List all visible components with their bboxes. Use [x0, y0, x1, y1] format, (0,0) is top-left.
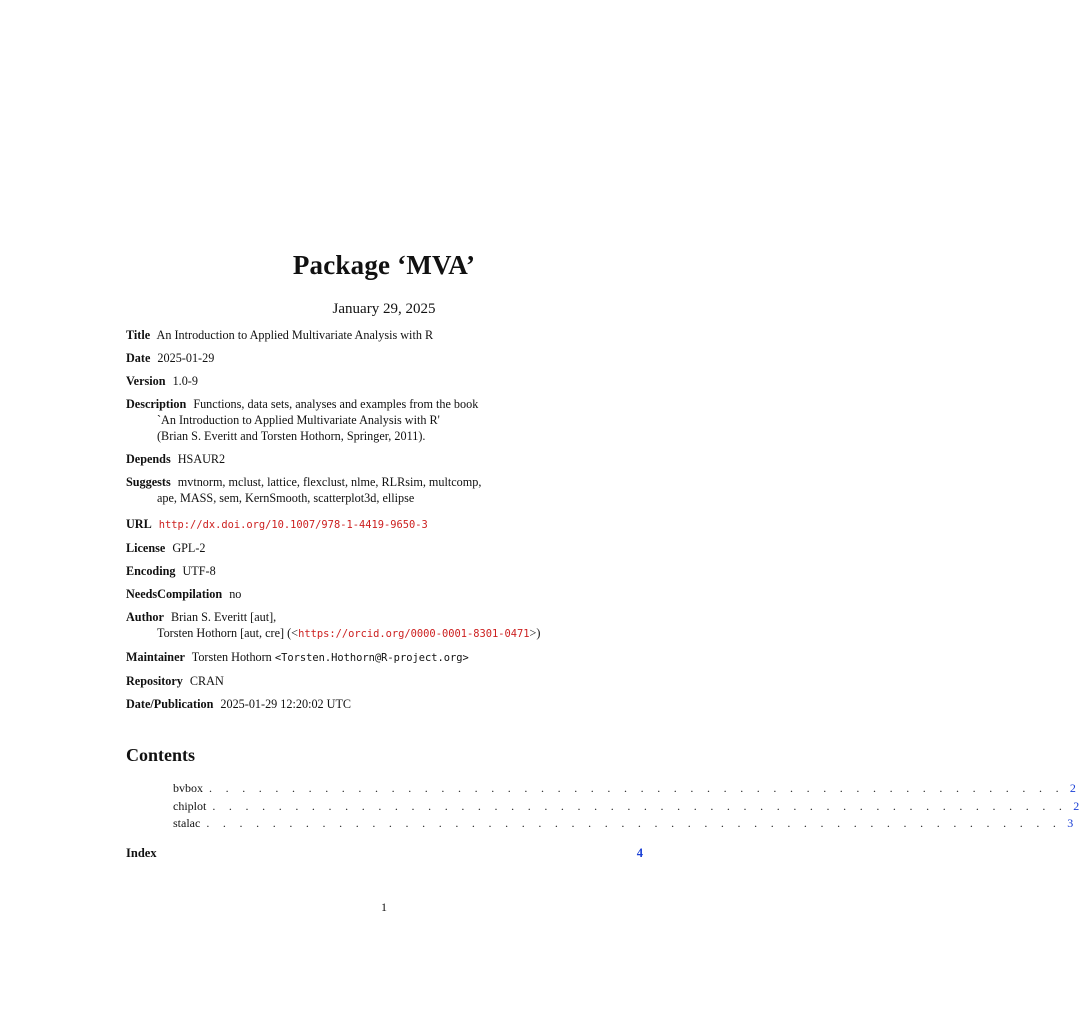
field-value: mvtnorm, mclust, lattice, flexclust, nlme, RLRsim, multcomp,	[177, 475, 482, 489]
field-value: Brian S. Everitt [aut],	[170, 610, 277, 624]
toc-entry-name: stalac	[173, 816, 201, 830]
field-repository	[126, 673, 646, 689]
toc-entry-bvbox[interactable]	[173, 781, 1076, 799]
index-label: Index	[126, 846, 157, 860]
field-value: UTF-8	[182, 564, 216, 578]
author-text: Torsten Hothorn [aut, cre] (<	[157, 626, 299, 640]
maintainer-name: Torsten Hothorn	[191, 650, 272, 664]
field-key: License	[126, 541, 166, 555]
field-url	[126, 516, 646, 533]
field-key: Version	[126, 374, 166, 388]
field-value-continuation	[126, 625, 646, 642]
field-author	[126, 609, 646, 642]
field-key: Title	[126, 328, 151, 342]
field-value-continuation: ape, MASS, sem, KernSmooth, scatterplot3d, ellipse	[157, 491, 415, 505]
field-key: NeedsCompilation	[126, 587, 223, 601]
field-key: Date/Publication	[126, 697, 214, 711]
field-value: 2025-01-29	[157, 351, 215, 365]
toc-entry-name: bvbox	[173, 781, 203, 795]
field-key: Maintainer	[126, 650, 185, 664]
field-date	[126, 350, 646, 366]
toc-page-link[interactable]: 2	[1069, 781, 1076, 795]
field-version	[126, 373, 646, 389]
field-key: Repository	[126, 674, 183, 688]
document-date: January 29, 2025	[332, 301, 436, 317]
table-of-contents	[173, 781, 1079, 834]
field-value: GPL-2	[172, 541, 206, 555]
author-text: >)	[529, 626, 541, 640]
package-title: Package ‘MVA’	[292, 250, 476, 280]
field-value: HSAUR2	[177, 452, 226, 466]
field-key: Author	[126, 610, 164, 624]
field-value: no	[229, 587, 242, 601]
field-key: Encoding	[126, 564, 176, 578]
field-needs-compilation	[126, 586, 646, 602]
field-value: 1.0-9	[172, 374, 198, 388]
field-key: URL	[126, 517, 152, 531]
field-publication	[126, 696, 646, 712]
maintainer-email: <Torsten.Hothorn@R-project.org>	[274, 652, 469, 664]
field-key: Description	[126, 397, 187, 411]
field-depends	[126, 451, 646, 467]
field-key: Depends	[126, 452, 171, 466]
toc-entry-name: chiplot	[173, 798, 207, 813]
field-value: An Introduction to Applied Multivariate Analysis with R	[156, 328, 434, 342]
contents-heading: Contents	[126, 745, 196, 765]
field-maintainer	[126, 649, 646, 666]
field-encoding	[126, 563, 646, 579]
description-fields	[126, 327, 646, 719]
field-value: 2025-01-29 12:20:02 UTC	[220, 697, 352, 711]
toc-entry-chiplot[interactable]	[173, 798, 1079, 817]
field-suggests	[126, 474, 646, 506]
field-license	[126, 540, 646, 556]
orcid-link[interactable]: https://orcid.org/0000-0001-8301-0471	[298, 628, 530, 640]
field-title	[126, 327, 646, 343]
field-key: Suggests	[126, 475, 171, 489]
toc-leader-dots: . . . . . . . . . . . . . . . . . . . . . . . . . . . . . . . . . . . . . . . . . . . . . . . . . . . .	[206, 816, 1062, 830]
toc-entry-index[interactable]	[126, 846, 643, 861]
toc-page-link[interactable]: 3	[1067, 816, 1074, 830]
url-link[interactable]: http://dx.doi.org/10.1007/978-1-4419-9650-3	[158, 519, 428, 531]
page-number: 1	[381, 900, 387, 914]
field-value: CRAN	[189, 674, 224, 688]
toc-page-link[interactable]: 2	[1073, 798, 1079, 813]
index-page-link[interactable]: 4	[636, 846, 643, 860]
field-value: Functions, data sets, analyses and examples from the book	[193, 397, 479, 411]
toc-entry-stalac[interactable]	[173, 816, 1074, 834]
field-description	[126, 396, 646, 444]
toc-leader-dots: . . . . . . . . . . . . . . . . . . . . . . . . . . . . . . . . . . . . . . . . . . . . . . . . . . . .	[209, 781, 1064, 795]
field-key: Date	[126, 351, 151, 365]
field-value-continuation: (Brian S. Everitt and Torsten Hothorn, Springer, 2011).	[157, 429, 426, 443]
field-value-continuation: `An Introduction to Applied Multivariate Analysis with R'	[157, 413, 440, 427]
toc-leader-dots: . . . . . . . . . . . . . . . . . . . . . . . . . . . . . . . . . . . . . . . . . . . . . . . . . . . .	[212, 798, 1068, 813]
